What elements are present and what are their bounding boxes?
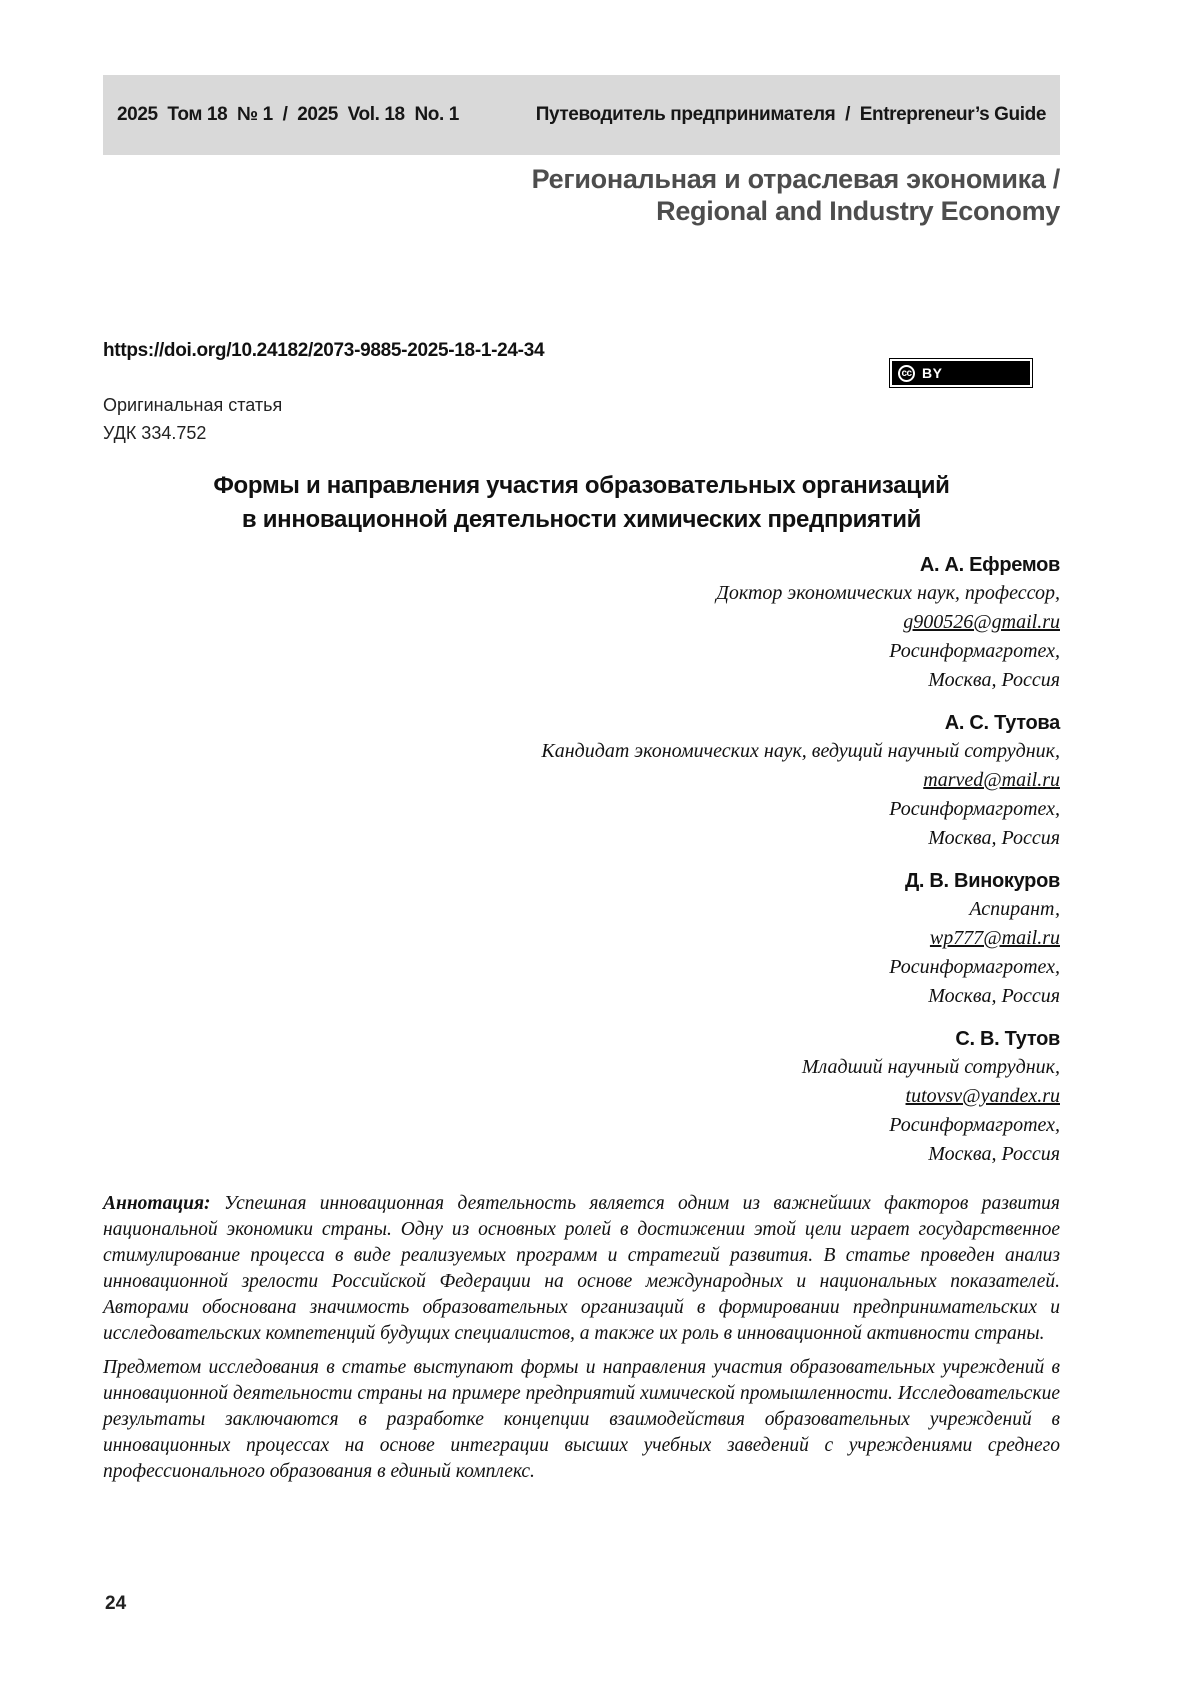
section-heading-en: Regional and Industry Economy xyxy=(656,196,1060,226)
author-email-link[interactable]: g900526@gmail.ru xyxy=(903,611,1060,633)
abstract xyxy=(103,1191,1060,1485)
author-name: А. С. Тутова xyxy=(944,712,1060,734)
article-type-label: Оригинальная статья xyxy=(103,395,283,415)
cc-by-label: BY xyxy=(922,365,943,381)
udc-code: УДК 334.752 xyxy=(103,423,207,443)
volume-issue-info: 2025 Том 18 № 1 / 2025 Vol. 18 No. 1 xyxy=(117,104,459,125)
author-email-link[interactable]: wp777@mail.ru xyxy=(929,927,1060,949)
author-block xyxy=(103,1027,1060,1169)
author-location: Москва, Россия xyxy=(928,827,1060,849)
author-role: Кандидат экономических наук, ведущий научный сотрудник, xyxy=(541,740,1060,762)
page-number: 24 xyxy=(105,1593,127,1614)
section-heading xyxy=(103,163,1060,227)
author-location: Москва, Россия xyxy=(928,669,1060,691)
author-affiliation: Росинформагротех, xyxy=(889,798,1060,820)
author-block xyxy=(103,869,1060,1011)
author-email-link[interactable]: tutovsv@yandex.ru xyxy=(905,1085,1060,1107)
abstract-paragraph-1 xyxy=(103,1191,1060,1347)
article-title xyxy=(103,469,1060,537)
author-affiliation: Росинформагротех, xyxy=(889,640,1060,662)
journal-header-bar xyxy=(103,75,1060,155)
author-email xyxy=(103,924,1060,953)
author-block xyxy=(103,711,1060,853)
author-role: Аспирант, xyxy=(969,898,1060,920)
doi-link[interactable]: https://doi.org/10.24182/2073-9885-2025-18-1-24-34 xyxy=(103,340,545,361)
author-email xyxy=(103,1082,1060,1111)
author-name: А. А. Ефремов xyxy=(919,554,1060,576)
author-email-link[interactable]: marved@mail.ru xyxy=(923,769,1060,791)
author-role: Младший научный сотрудник, xyxy=(801,1056,1060,1078)
journal-title: Путеводитель предпринимателя / Entrepreneur’s Guide xyxy=(535,104,1046,125)
abstract-label: Аннотация: xyxy=(103,1193,211,1214)
cc-by-license-badge[interactable] xyxy=(890,359,1032,387)
article-title-line2: в инновационной деятельности химических предприятий xyxy=(241,506,922,533)
author-name: С. В. Тутов xyxy=(955,1028,1060,1050)
abstract-text-1: Успешная инновационная деятельность является одним из важнейших факторов развития национальной экономики страны. Одну из основных ролей в достижении этой цели играет государственное стимулирование процесса в виде реализуемых программ и стратегий развития. В статье проведен анализ инновационной зрелости Российской Федерации на основе международных и национальных показателей. Авторами обоснована значимость образовательных организаций в формировании предпринимательских и исследовательских компетенций будущих специалистов, а также их роль в инновационной активности страны. xyxy=(103,1193,1060,1344)
author-name: Д. В. Винокуров xyxy=(904,870,1060,892)
abstract-text-2: Предметом исследования в статье выступают формы и направления участия образовательных учреждений в инновационной деятельности страны на примере предприятий химической промышленности. Исследовательские результаты заключаются в разработке концепции взаимодействия образовательных учреждений в инновационных процессах на основе интеграции высших учебных заведений с учреждениями среднего профессионального образования в единый комплекс. xyxy=(103,1357,1060,1482)
doi-row xyxy=(103,339,1060,381)
author-location: Москва, Россия xyxy=(928,985,1060,1007)
author-email xyxy=(103,608,1060,637)
author-block xyxy=(103,553,1060,695)
author-location: Москва, Россия xyxy=(928,1143,1060,1165)
article-title-line1: Формы и направления участия образовательных организаций xyxy=(213,472,950,499)
authors-block xyxy=(103,553,1060,1169)
author-affiliation: Росинформагротех, xyxy=(889,1114,1060,1136)
author-email xyxy=(103,766,1060,795)
cc-icon: cc xyxy=(898,365,915,382)
author-affiliation: Росинформагротех, xyxy=(889,956,1060,978)
author-role: Доктор экономических наук, профессор, xyxy=(716,582,1060,604)
abstract-paragraph-2 xyxy=(103,1355,1060,1485)
section-heading-ru: Региональная и отраслевая экономика / xyxy=(531,164,1060,194)
